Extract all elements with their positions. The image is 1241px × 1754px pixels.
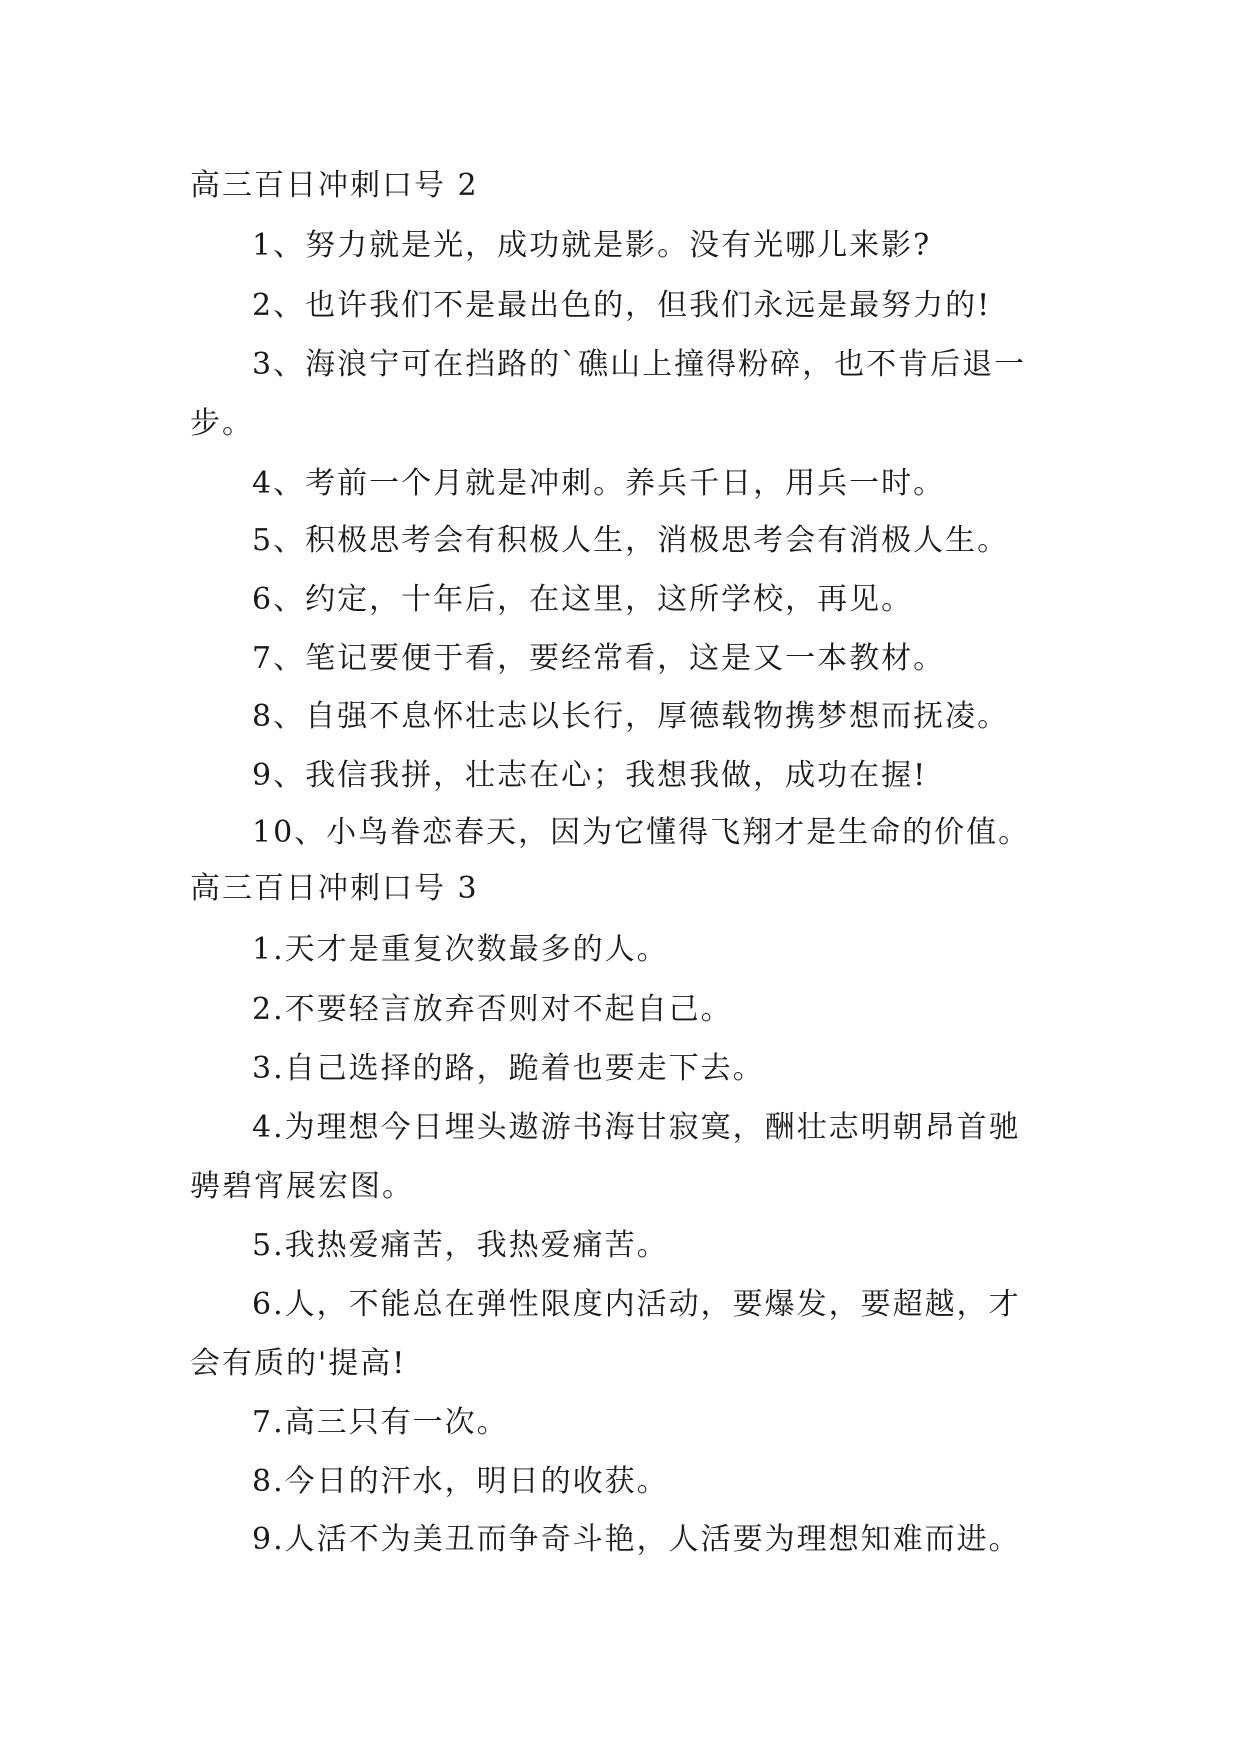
- slogan-item: 7.高三只有一次。: [252, 1405, 509, 1440]
- slogan-item: 1、努力就是光，成功就是影。没有光哪儿来影?: [252, 228, 932, 263]
- slogan-item: 3.自己选择的路，跪着也要走下去。: [252, 1051, 765, 1086]
- slogan-item: 4、考前一个月就是冲刺。养兵千日，用兵一时。: [252, 466, 946, 501]
- section-title: 高三百日冲刺口号 2: [190, 168, 479, 203]
- slogan-item: 4.为理想今日埋头遨游书海甘寂寞，酬壮志明朝昂首驰: [252, 1110, 1021, 1145]
- slogan-item-continuation: 会有质的'提高!: [190, 1346, 407, 1381]
- slogan-item: 6、约定，十年后，在这里，这所学校，再见。: [252, 582, 914, 617]
- slogan-item: 2.不要轻言放弃否则对不起自己。: [252, 992, 733, 1027]
- slogan-item: 8.今日的汗水，明日的收获。: [252, 1464, 669, 1499]
- slogan-item-continuation: 骋碧宵展宏图。: [190, 1169, 414, 1204]
- slogan-item: 1.天才是重复次数最多的人。: [252, 932, 669, 967]
- slogan-item: 9、我信我拼，壮志在心；我想我做，成功在握!: [252, 758, 928, 793]
- slogan-item: 2、也许我们不是最出色的，但我们永远是最努力的!: [252, 288, 992, 323]
- slogan-item: 10、小鸟眷恋春天，因为它懂得飞翔才是生命的价值。: [252, 815, 1031, 850]
- slogan-item: 3、海浪宁可在挡路的`礁山上撞得粉碎，也不肯后退一: [252, 347, 1027, 382]
- section-title: 高三百日冲刺口号 3: [190, 871, 479, 906]
- slogan-item: 8、自强不息怀壮志以长行，厚德载物携梦想而抚凌。: [252, 699, 1010, 734]
- slogan-item: 5、积极思考会有积极人生，消极思考会有消极人生。: [252, 523, 1010, 558]
- slogan-item: 5.我热爱痛苦，我热爱痛苦。: [252, 1228, 669, 1263]
- slogan-item-continuation: 步。: [190, 406, 254, 441]
- slogan-item: 9.人活不为美丑而争奇斗艳，人活要为理想知难而进。: [252, 1522, 1021, 1557]
- slogan-item: 7、笔记要便于看，要经常看，这是又一本教材。: [252, 641, 946, 676]
- slogan-item: 6.人，不能总在弹性限度内活动，要爆发，要超越，才: [252, 1287, 1021, 1322]
